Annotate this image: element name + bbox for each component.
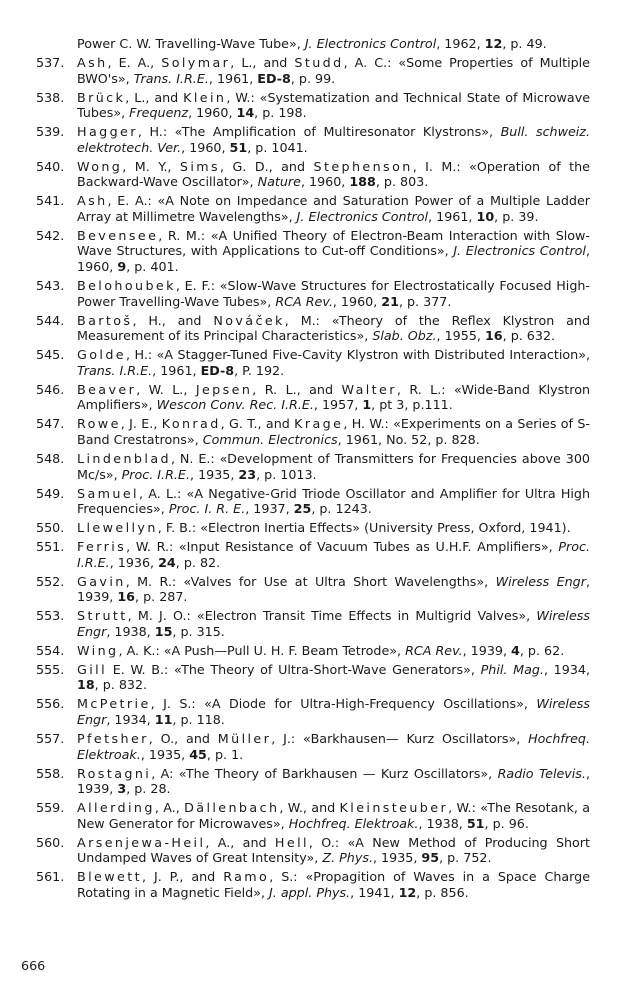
author-name: Brück [77, 89, 126, 105]
reference-text: , W. L., [136, 381, 196, 397]
volume-number: 51 [466, 815, 485, 831]
reference-text: , H.: «A Stagger-Tuned Five-Cavity Klystron with Distributed Interaction», [125, 347, 590, 363]
reference-text: , A., and [205, 834, 275, 850]
reference-text: , G. D., and [220, 158, 314, 174]
reference-entry [0, 36, 644, 52]
journal-title: RCA Rev. [405, 642, 463, 658]
reference-entry [0, 643, 644, 659]
reference-text: , L., and [125, 89, 184, 105]
journal-title: Bull. schweiz. elektrotech. Ver. [77, 124, 591, 155]
reference-entry [0, 90, 644, 121]
journal-title: Phil. Mag. [480, 661, 544, 677]
reference-text: , M. R.: «Valves for Use at Ultra Short Wavelengths», [125, 573, 496, 589]
reference-text: , M. Y., [122, 158, 180, 174]
journal-title: J. Electronics Control [453, 243, 586, 259]
author-name: Solymar [161, 54, 231, 70]
reference-text: , 1934, [543, 661, 590, 677]
author-name: Bevensee [77, 227, 159, 243]
author-name: Pfetsher [77, 730, 149, 746]
reference-text: Power C. W. Travelling-Wave Tube», [77, 36, 305, 51]
reference-text: , p. 39. [494, 208, 539, 224]
reference-text: , W.: «The Resotank, a New Generator for Microwaves», [77, 800, 590, 831]
reference-text: , p. 1041. [247, 139, 308, 155]
reference-text: , 1941, [350, 884, 399, 900]
volume-number: ED-8 [200, 362, 235, 378]
journal-title: Proc. I.R.E. [77, 539, 590, 570]
author-name: Wing [77, 642, 119, 658]
reference-text: , p. 28. [126, 781, 171, 797]
author-name: Golde [77, 347, 126, 363]
reference-text: , J. E., [120, 416, 162, 432]
reference-entry [0, 347, 644, 378]
reference-number: 544. [36, 312, 65, 328]
reference-text: , 1939, [77, 573, 590, 605]
reference-text: , M.: «Theory of the Reflex Klystron and Measurement of its Principal Characteristics», [77, 312, 590, 344]
journal-title: Z. Phys. [322, 850, 373, 866]
reference-text: , p. 49. [502, 36, 547, 51]
reference-entry [0, 278, 644, 309]
reference-text: , 1938, [106, 623, 155, 639]
reference-entry [0, 416, 644, 447]
reference-text: E. W. B.: «The Theory of Ultra-Short-Wave Generators», [107, 661, 481, 677]
reference-text: , p. 62. [519, 642, 565, 658]
reference-text: , 1960, [181, 139, 230, 155]
reference-entry [0, 451, 644, 482]
reference-text: , R. L., and [252, 381, 342, 397]
author-name: Llewellyn [77, 520, 158, 536]
reference-number: 546. [36, 381, 65, 397]
journal-title: J. Electronics Control [296, 208, 429, 224]
reference-entry [0, 539, 644, 570]
journal-title: Frequenz [129, 105, 189, 121]
volume-number: 21 [381, 293, 399, 309]
volume-number: 9 [117, 259, 127, 275]
page-number: 666 [21, 958, 46, 973]
reference-number: 547. [36, 416, 65, 432]
journal-title: Wireless Engr [495, 573, 586, 589]
reference-number: 557. [36, 730, 65, 746]
reference-text: , p. 401. [126, 259, 179, 275]
reference-entry [0, 193, 644, 224]
reference-text: , 1960, [188, 105, 237, 121]
reference-text: , 1939, [77, 765, 590, 797]
author-name: Kleinsteuber [339, 800, 449, 816]
journal-title: J. appl. Phys. [269, 884, 351, 900]
reference-text: , 1935, [372, 850, 422, 866]
reference-text: , p. 377. [398, 293, 452, 309]
volume-number: 11 [154, 711, 173, 727]
reference-text: , p. 96. [484, 815, 529, 831]
reference-number: 552. [36, 573, 65, 589]
reference-list [0, 36, 644, 904]
reference-entry [0, 800, 644, 831]
reference-text: , O., and [148, 730, 218, 746]
reference-number: 542. [36, 227, 65, 243]
reference-text: , O.: «A New Method of Producing Short Undamped Waves of Great Intensity», [77, 834, 591, 866]
author-name: Beaver [77, 381, 137, 397]
volume-number: 1 [362, 397, 372, 413]
reference-text: , 1936, [109, 554, 159, 570]
reference-entry [0, 731, 644, 762]
journal-title: Radio Televis. [497, 765, 586, 781]
reference-text: , p. 832. [94, 677, 148, 693]
journal-title: Hochfreq. Elektroak. [288, 815, 419, 831]
reference-text: , 1938, [418, 815, 467, 831]
volume-number: 4 [511, 642, 520, 658]
reference-text: , p. 99. [290, 70, 336, 86]
reference-entry [0, 228, 644, 275]
reference-number: 561. [36, 869, 65, 885]
reference-text: , L., and [230, 54, 295, 70]
author-name: Samuel [77, 485, 139, 501]
volume-number: 95 [421, 850, 440, 866]
reference-text: , R. L.: «Wide-Band Klystron Amplifiers», [77, 381, 590, 413]
journal-title: Trans. I.R.E. [77, 362, 153, 378]
journal-title: RCA Rev. [275, 293, 333, 309]
reference-text: , A., [154, 800, 185, 816]
reference-text: , 1961, No. 52, p. 828. [337, 431, 480, 447]
reference-text: , 1961, [208, 70, 258, 86]
reference-text: , E. F.: «Slow-Wave Structures for Electrostatically Focused High-Power Travelling-Wave Tubes», [77, 278, 590, 309]
reference-entry [0, 159, 644, 190]
volume-number: 14 [236, 105, 255, 121]
reference-number: 559. [36, 800, 65, 816]
author-name: Gavin [77, 573, 126, 589]
reference-text: , 1935, [140, 746, 190, 762]
reference-entry [0, 835, 644, 866]
reference-text: , 1960, [332, 293, 382, 309]
reference-entry [0, 486, 644, 517]
reference-entry [0, 766, 644, 797]
reference-text: , N. E.: «Development of Transmitters for Frequencies above 300 Mc/s», [77, 450, 590, 482]
reference-text: , A. L.: «A Negative-Grid Triode Oscillator and Amplifier for Ultra High Frequencies», [77, 485, 590, 517]
reference-text: , 1961, [152, 362, 201, 378]
reference-text: , E. A., [107, 54, 162, 70]
author-name: Ferris [77, 539, 127, 555]
reference-text: , S.: «Propagition of Waves in a Space Charge Rotating in a Magnetic Field», [77, 869, 590, 900]
author-name: Walter [341, 381, 397, 397]
reference-number: 541. [36, 193, 65, 209]
reference-text: , p. 1. [206, 746, 244, 762]
author-name: Rostagni [77, 765, 152, 781]
journal-title: Hochfreq. Elektroak. [77, 730, 590, 762]
volume-number: 45 [189, 746, 207, 762]
reference-text: , 1934, [106, 711, 155, 727]
reference-entry [0, 662, 644, 693]
reference-text: , p. 803. [375, 174, 429, 190]
reference-text: , I. M.: «Operation of the Backward-Wave Oscillator», [77, 158, 590, 190]
author-name: Wong [77, 158, 123, 174]
reference-text: , J. P., and [141, 869, 224, 885]
reference-text: , M. J. O.: «Electron Transit Time Effects in Multigrid Valves», [127, 608, 537, 624]
reference-number: 551. [36, 539, 65, 555]
reference-text: , 1937, [245, 501, 294, 517]
author-name: Konrad [161, 416, 221, 432]
reference-text: , p. 287. [135, 589, 188, 605]
reference-entry [0, 520, 644, 536]
reference-text: , 1961, [428, 208, 477, 224]
author-name: Klein [183, 89, 227, 105]
reference-number: 549. [36, 485, 65, 501]
volume-number: 51 [229, 139, 248, 155]
journal-title: Nature [257, 174, 301, 190]
author-name: Blewett [77, 869, 142, 885]
reference-text: , H.: «The Amplification of Multiresonator Klystrons», [137, 124, 501, 140]
author-name: Ash [77, 54, 108, 70]
author-name: Arsenjewa-Heil [77, 834, 206, 850]
author-name: Krage [294, 416, 344, 432]
journal-title: Trans. I.R.E. [133, 70, 209, 86]
reference-text: , 1939, [462, 642, 512, 658]
reference-number: 545. [36, 347, 65, 363]
reference-entry [0, 313, 644, 344]
reference-text: , p. 632. [502, 328, 556, 344]
volume-number: 188 [349, 174, 376, 190]
reference-number: 537. [36, 54, 65, 70]
reference-text: , H. W.: «Experiments on a Series of S-Band Crestatrons», [77, 416, 590, 447]
reference-number: 560. [36, 834, 65, 850]
reference-number: 550. [36, 520, 65, 536]
author-name: McPetrie [77, 696, 151, 712]
reference-number: 539. [36, 124, 65, 140]
reference-text: , 1935, [190, 466, 239, 482]
author-name: Belohoubek [77, 278, 176, 294]
author-name: Dällenbach [184, 800, 280, 816]
reference-text: , E. A.: «A Note on Impedance and Saturation Power of a Multiple Ladder Array at Millimetre Wavelengths», [77, 193, 590, 224]
reference-text: , P. 192. [234, 362, 285, 378]
reference-text: , J.: «Barkhausen— Kurz Oscillators», [271, 730, 529, 746]
journal-title: Wireless Engr [77, 696, 590, 727]
reference-text: , p. 82. [175, 554, 221, 570]
reference-entry [0, 608, 644, 639]
journal-title: Proc. I. R. E. [168, 501, 246, 517]
author-name: Studd [294, 54, 344, 70]
reference-text: , A: «The Theory of Barkhausen — Kurz Oscillators», [151, 765, 498, 781]
author-name: Hell [274, 834, 309, 850]
reference-number: 554. [36, 642, 65, 658]
author-name: Rowe [77, 416, 121, 432]
author-name: Ash [77, 193, 108, 209]
author-name: Stephenson [313, 158, 413, 174]
reference-text: , p. 1013. [256, 466, 317, 482]
reference-text: , 1960, [300, 174, 350, 190]
reference-text: , 1955, [436, 328, 485, 344]
reference-entry [0, 382, 644, 413]
reference-text: , G. T., and [220, 416, 295, 432]
author-name: Gill [77, 661, 108, 677]
reference-text: , 1962, [436, 36, 485, 51]
volume-number: 15 [154, 623, 173, 639]
volume-number: 12 [398, 884, 417, 900]
reference-number: 540. [36, 158, 65, 174]
reference-text: , F. B.: «Electron Inertia Effects» (University Press, Oxford, 1941). [157, 520, 571, 536]
author-name: Bartoš [77, 312, 133, 328]
reference-text: , J. S.: «A Diode for Ultra-High-Frequency Oscillations», [150, 696, 537, 712]
author-name: Müller [217, 730, 272, 746]
reference-number: 548. [36, 450, 65, 466]
author-name: Allerding [77, 800, 155, 816]
journal-title: Wireless Engr [77, 608, 590, 639]
reference-entry [0, 869, 644, 900]
author-name: Hagger [77, 124, 138, 140]
reference-entry [0, 574, 644, 605]
author-name: Nováček [213, 312, 285, 328]
journal-title: J. Electronics Control [304, 36, 437, 51]
reference-text: , p. 1243. [311, 501, 372, 517]
author-name: Ramo [223, 869, 270, 885]
volume-number: 12 [484, 36, 503, 51]
journal-title: Wescon Conv. Rec. I.R.E. [156, 397, 314, 413]
reference-entry [0, 696, 644, 727]
reference-text: , W., and [279, 800, 340, 816]
reference-number: 543. [36, 278, 65, 294]
reference-text: , H., and [132, 312, 214, 328]
volume-number: 16 [117, 589, 136, 605]
reference-text: , R. M.: «A Unified Theory of Electron-Beam Interaction with Slow-Wave Structures, with Applications to Cut-off Conditions», [77, 227, 590, 259]
reference-text: , p. 198. [254, 105, 307, 121]
reference-text: , p. 752. [439, 850, 492, 866]
volume-number: 16 [484, 328, 503, 344]
reference-text: , A. K.: «A Push—Pull U. H. F. Beam Tetrode», [118, 642, 406, 658]
reference-number: 555. [36, 661, 65, 677]
author-name: Strutt [77, 608, 128, 624]
author-name: Lindenblad [77, 450, 171, 466]
reference-text: , p. 315. [172, 623, 225, 639]
volume-number: ED-8 [257, 70, 291, 86]
reference-entry [0, 55, 644, 86]
journal-title: Commun. Electronics [202, 431, 338, 447]
author-name: Jepsen [195, 381, 253, 397]
reference-text: , 1960, [77, 243, 590, 275]
reference-text: , pt 3, p.111. [371, 397, 453, 413]
reference-number: 556. [36, 696, 65, 712]
reference-number: 553. [36, 608, 65, 624]
reference-number: 538. [36, 89, 65, 105]
reference-text: , W.: «Systematization and Technical State of Microwave Tubes», [77, 89, 591, 121]
reference-text: , A. C.: «Some Properties of Multiple BWO's», [77, 54, 590, 86]
author-name: Sims [179, 158, 221, 174]
reference-text: , p. 118. [172, 711, 225, 727]
volume-number: 3 [117, 781, 127, 797]
journal-title: Slab. Obz. [372, 328, 437, 344]
volume-number: 10 [476, 208, 495, 224]
volume-number: 25 [293, 501, 312, 517]
volume-number: 18 [77, 677, 95, 693]
volume-number: 23 [238, 466, 257, 482]
reference-text: , 1957, [313, 397, 363, 413]
reference-number: 558. [36, 765, 65, 781]
volume-number: 24 [158, 554, 176, 570]
reference-text: , p. 856. [416, 884, 469, 900]
reference-entry [0, 124, 644, 155]
reference-text: , W. R.: «Input Resistance of Vacuum Tubes as U.H.F. Amplifiers», [126, 539, 559, 555]
journal-title: Proc. I.R.E. [121, 466, 190, 482]
